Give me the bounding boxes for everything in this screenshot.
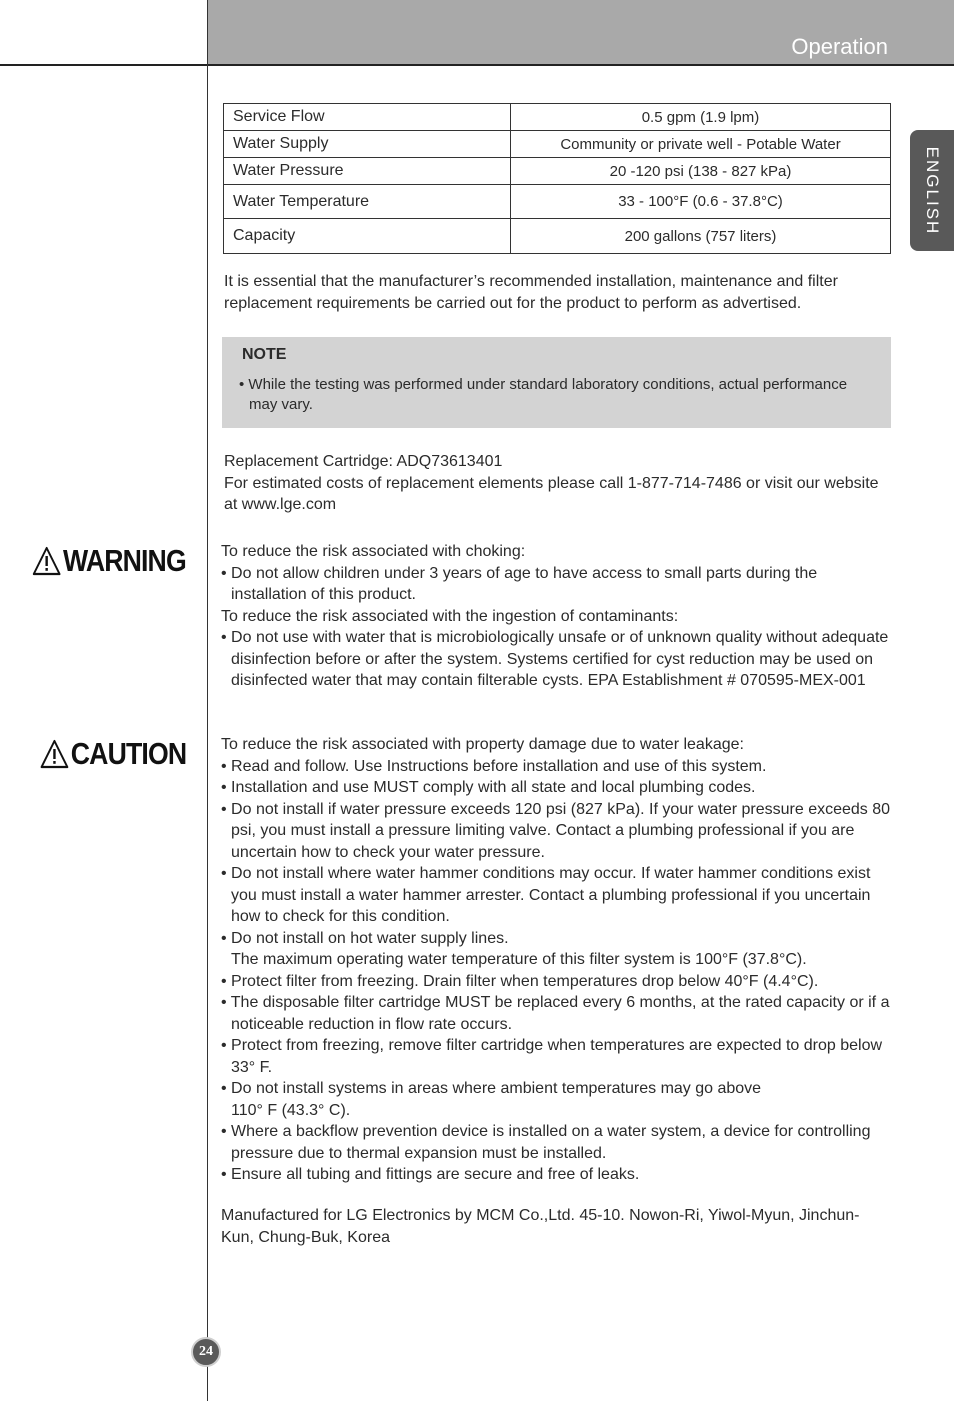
caution-bullet: • Where a backflow prevention device is installed on a water system, a device for controlling pressure due to thermal expansion must be installed. [221,1121,893,1164]
note-box [222,337,891,428]
table-row [224,219,891,254]
margin-divider [207,0,208,1401]
warning-section [221,541,893,692]
warning-intro-contaminants: To reduce the risk associated with the ingestion of contaminants: [221,607,679,625]
warning-bullet: • Do not use with water that is microbiologically unsafe or of unknown quality without adequate disinfection before or after the system. Systems certified for cyst reduction may be used on disinfected water that may contain filterable cysts. EPA Establishment # 070595-MEX-001 [221,627,893,692]
specs-table [223,103,891,254]
warning-bullet: • Do not allow children under 3 years of age to have access to small parts during the installation of this product. [221,563,893,606]
language-tab-label: ENGLISH [923,146,942,235]
page-number: 24 [191,1337,221,1367]
spec-label: Water Temperature [224,185,511,219]
note-bullet: • While the testing was performed under standard laboratory conditions, actual performance may vary. [239,375,869,415]
spec-value: Community or private well - Potable Water [511,131,891,158]
spec-label: Water Pressure [224,158,511,185]
caution-bullet: • Ensure all tubing and fittings are secure and free of leaks. [221,1164,893,1186]
language-tab [910,130,954,251]
caution-label [40,736,186,772]
caution-continuation: 110° F (43.3° C). [231,1101,351,1119]
warning-label [32,543,186,579]
caution-bullet: • Protect from freezing, remove filter cartridge when temperatures are expected to drop below 33° F. [221,1035,893,1078]
spec-label: Capacity [224,219,511,254]
table-row [224,158,891,185]
warning-intro-choking: To reduce the risk associated with choking: [221,543,526,560]
manufacturer-note: Manufactured for LG Electronics by MCM Co.,Ltd. 45-10. Nowon-Ri, Yiwol-Myun, Jinchun-Kun, Chung-Buk, Korea [221,1207,860,1246]
spec-value: 33 - 100°F (0.6 - 37.8°C) [511,185,891,219]
spec-value: 0.5 gpm (1.9 lpm) [511,104,891,131]
intro-paragraph: It is essential that the manufacturer’s recommended installation, maintenance and filter replacement requirements be carried out for the product to perform as advertised. [224,273,838,312]
spec-value: 200 gallons (757 liters) [511,219,891,254]
header-divider [0,64,954,66]
caution-triangle-icon [40,739,69,769]
caution-bullet: • Do not install where water hammer conditions may occur. If water hammer conditions exist you must install a water hammer arrester. Contact a plumbing professional if you uncertain how to check for this condition. [221,863,893,928]
header-bar [207,0,954,64]
warning-triangle-icon [32,546,61,576]
caution-intro: To reduce the risk associated with property damage due to water leakage: [221,736,744,753]
replacement-cartridge: Replacement Cartridge: ADQ73613401 [224,453,503,470]
spec-value: 20 -120 psi (138 - 827 kPa) [511,158,891,185]
replacement-section [224,451,884,516]
table-row [224,104,891,131]
caution-bullet: • Installation and use MUST comply with all state and local plumbing codes. [221,777,893,799]
table-row [224,185,891,219]
table-row [224,131,891,158]
caution-section [221,734,893,1186]
caution-bullet: • Read and follow. Use Instructions before installation and use of this system. [221,756,893,778]
caution-continuation: The maximum operating water temperature of this filter system is 100°F (37.8°C). [231,951,807,968]
caution-bullet: • Do not install on hot water supply lines. [221,928,893,950]
caution-bullet: • Do not install if water pressure exceeds 120 psi (827 kPa). If your water pressure exceeds 80 psi, you must install a pressure limiting valve. Contact a plumbing professional if you are uncertain how to check your water pressure. [221,799,893,864]
note-body [239,375,869,415]
replacement-costs: For estimated costs of replacement elements please call 1-877-714-7486 or visit our website at www.lge.com [224,474,879,513]
caution-label-text: CAUTION [70,736,186,771]
caution-bullet: • Do not install systems in areas where ambient temperatures may go above [221,1078,893,1100]
warning-label-text: WARNING [63,543,186,578]
caution-bullet: • Protect filter from freezing. Drain filter when temperatures drop below 40°F (4.4°C). [221,971,893,993]
spec-label: Water Supply [224,131,511,158]
note-title: NOTE [242,346,287,363]
caution-bullet: • The disposable filter cartridge MUST be replaced every 6 months, at the rated capacity or if a noticeable reduction in flow rate occurs. [221,992,893,1035]
section-title: Operation [791,34,888,59]
spec-label: Service Flow [224,104,511,131]
